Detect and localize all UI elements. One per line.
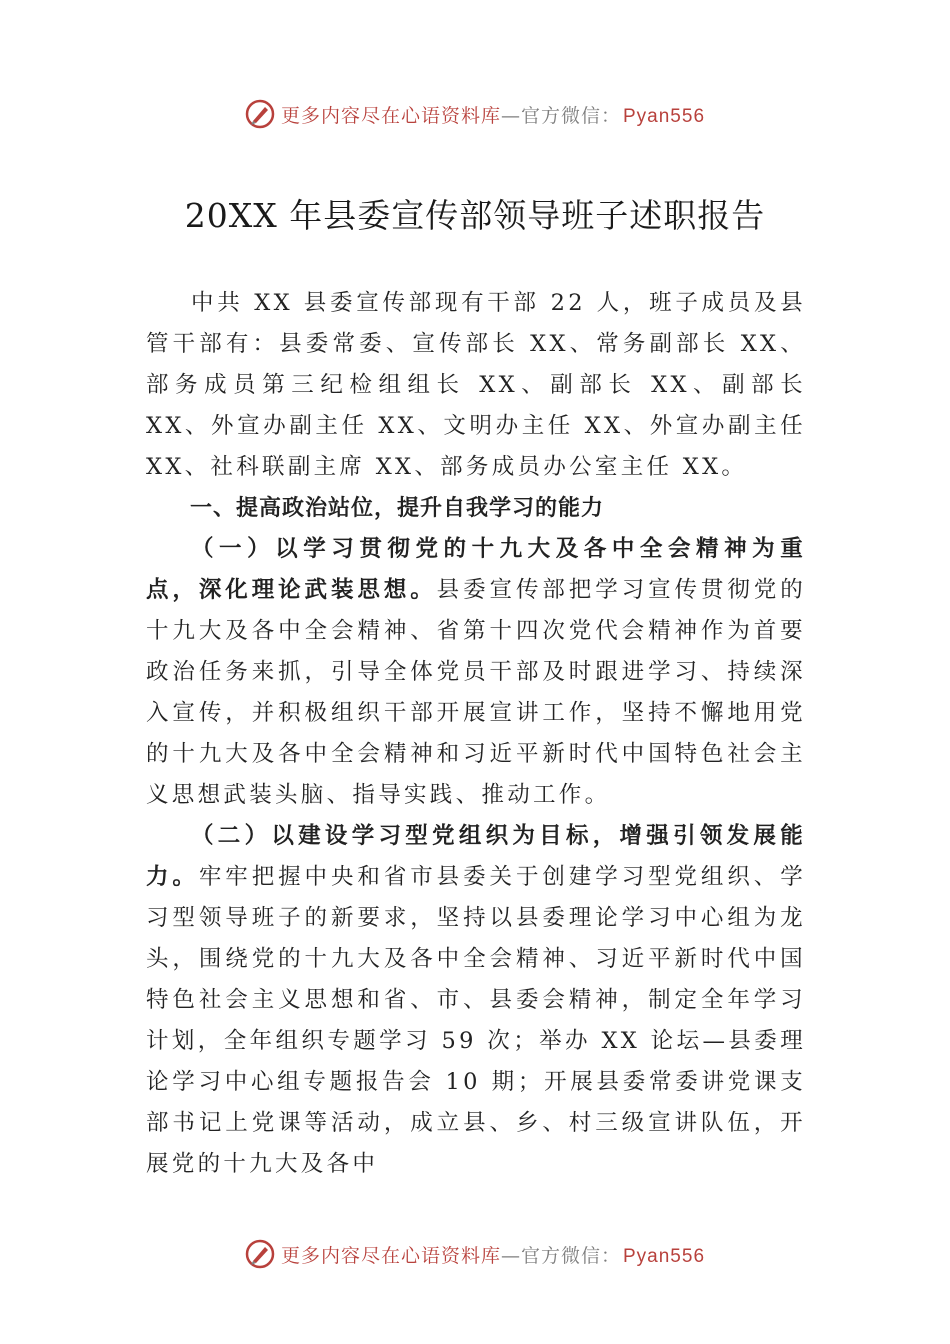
watermark-site: 更多内容尽在心语资料库 <box>280 1244 501 1267</box>
document-title: 20XX 年县委宣传部领导班子述职报告 <box>184 196 766 235</box>
document-body <box>146 283 806 1185</box>
header-watermark <box>0 92 950 136</box>
pen-logo-icon <box>245 99 275 129</box>
intro-paragraph: 中共 XX 县委宣传部现有干部 22 人，班子成员及县管干部有：县委常委、宣传部长 XX、常务副部长 XX、部务成员第三纪检组组长 XX、副部长 XX、副部长 XX、外宣办副主任 XX、文明办主任 XX、外宣办副主任 XX、社科联副主席 XX、部务成员办公室主任 XX。 <box>146 290 806 480</box>
watermark-dash: — <box>500 1244 521 1267</box>
pen-logo-icon <box>245 1239 275 1269</box>
watermark-site: 更多内容尽在心语资料库 <box>280 104 501 127</box>
subsection-1-heading: （一）以学习贯彻党的十九大及各中全会精神为重点，深化理论武装思想。 <box>146 536 806 603</box>
watermark-dash: — <box>500 104 521 127</box>
subsection-2-heading: （二）以建设学习型党组织为目标，增强引领发展能力。 <box>146 823 806 890</box>
subsection-1-paragraph <box>146 529 806 816</box>
subsection-2-body: 牢牢把握中央和省市县委关于创建学习型党组织、学习型领导班子的新要求，坚持以县委理论学习中心组为龙头，围绕党的十九大及各中全会精神、习近平新时代中国特色社会主义思想和省、市、县委会精神，制定全年学习计划，全年组织专题学习 59 次；举办 XX 论坛—县委理论学习中心组专题报告会 10 期；开展县委常委讲党课支部书记上党课等活动，成立县、乡、村三级宣讲队伍，开展党的十九大及各中 <box>146 864 806 1177</box>
watermark-wechat-label: 官方微信： <box>520 104 621 127</box>
watermark-wechat-id: Pyan556 <box>623 1245 706 1267</box>
footer-watermark <box>0 1232 950 1276</box>
watermark-wechat-id: Pyan556 <box>623 105 706 127</box>
watermark-wechat-label: 官方微信： <box>520 1244 621 1267</box>
subsection-1-body: 县委宣传部把学习宣传贯彻党的十九大及各中全会精神、省第十四次党代会精神作为首要政治任务来抓，引导全体党员干部及时跟进学习、持续深入宣传，并积极组织干部开展宣讲工作，坚持不懈地用党的十九大及各中全会精神和习近平新时代中国特色社会主义思想武装头脑、指导实践、推动工作。 <box>146 577 806 808</box>
subsection-2-paragraph <box>146 816 806 1185</box>
watermark-text <box>281 1241 705 1268</box>
watermark-text <box>281 101 705 128</box>
section-heading-1: 一、提高政治站位，提升自我学习的能力 <box>190 496 605 521</box>
